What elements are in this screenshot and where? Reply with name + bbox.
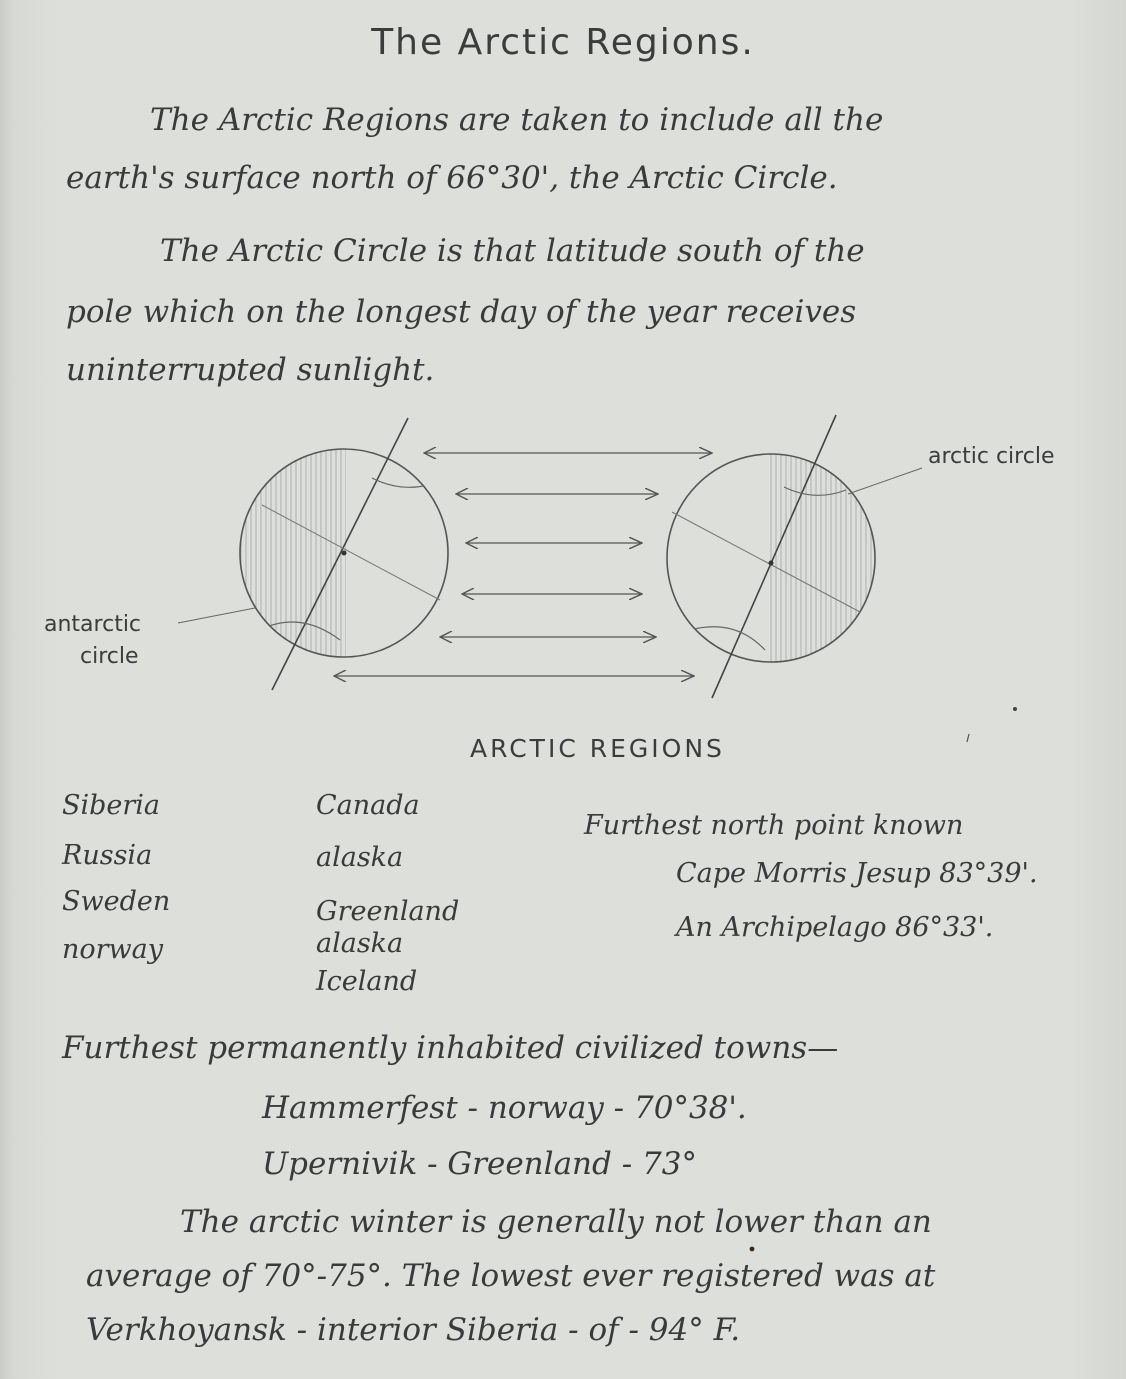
arctic-circle-label: arctic circle (928, 444, 1055, 469)
section-heading: ARCTIC REGIONS (470, 734, 725, 763)
intro-line-4: pole which on the longest day of the year receives (66, 294, 857, 330)
furthest-north-heading: Furthest north point known (584, 810, 964, 841)
region-norway: norway (62, 934, 164, 965)
region-siberia: Siberia (62, 790, 161, 821)
antarctic-circle-label-2: circle (80, 644, 139, 669)
intro-line-3: The Arctic Circle is that latitude south of the (160, 233, 865, 269)
sunlight-arrows (334, 453, 712, 676)
region-alaska-2: alaska (316, 928, 404, 959)
winter-line-1: The arctic winter is generally not lower than an (180, 1204, 932, 1240)
region-canada: Canada (316, 790, 420, 821)
left-globe (178, 418, 448, 690)
region-iceland: Iceland (316, 966, 418, 997)
region-russia: Russia (62, 840, 153, 871)
town-upernivik: Upernivik - Greenland - 73° (262, 1146, 697, 1182)
right-globe (667, 415, 922, 698)
intro-line-1: The Arctic Regions are taken to include all the (150, 102, 884, 138)
intro-line-2: earth's surface north of 66°30', the Arctic Circle. (66, 160, 838, 196)
region-alaska: alaska (316, 842, 404, 873)
town-hammerfest: Hammerfest - norway - 70°38'. (262, 1090, 747, 1126)
page-title: The Arctic Regions. (371, 22, 755, 63)
winter-line-2: average of 70°-75°. The lowest ever registered was at (86, 1258, 936, 1294)
antarctic-circle-label-1: antarctic (44, 612, 142, 637)
towns-heading: Furthest permanently inhabited civilized towns— (62, 1030, 839, 1066)
intro-line-5: uninterrupted sunlight. (66, 352, 435, 388)
furthest-north-item-2: An Archipelago 86°33'. (676, 912, 994, 943)
furthest-north-item-1: Cape Morris Jesup 83°39'. (676, 858, 1038, 889)
region-sweden: Sweden (62, 886, 171, 917)
region-greenland: Greenland (316, 896, 460, 927)
winter-line-3: Verkhoyansk - interior Siberia - of - 94° F. (86, 1312, 741, 1348)
